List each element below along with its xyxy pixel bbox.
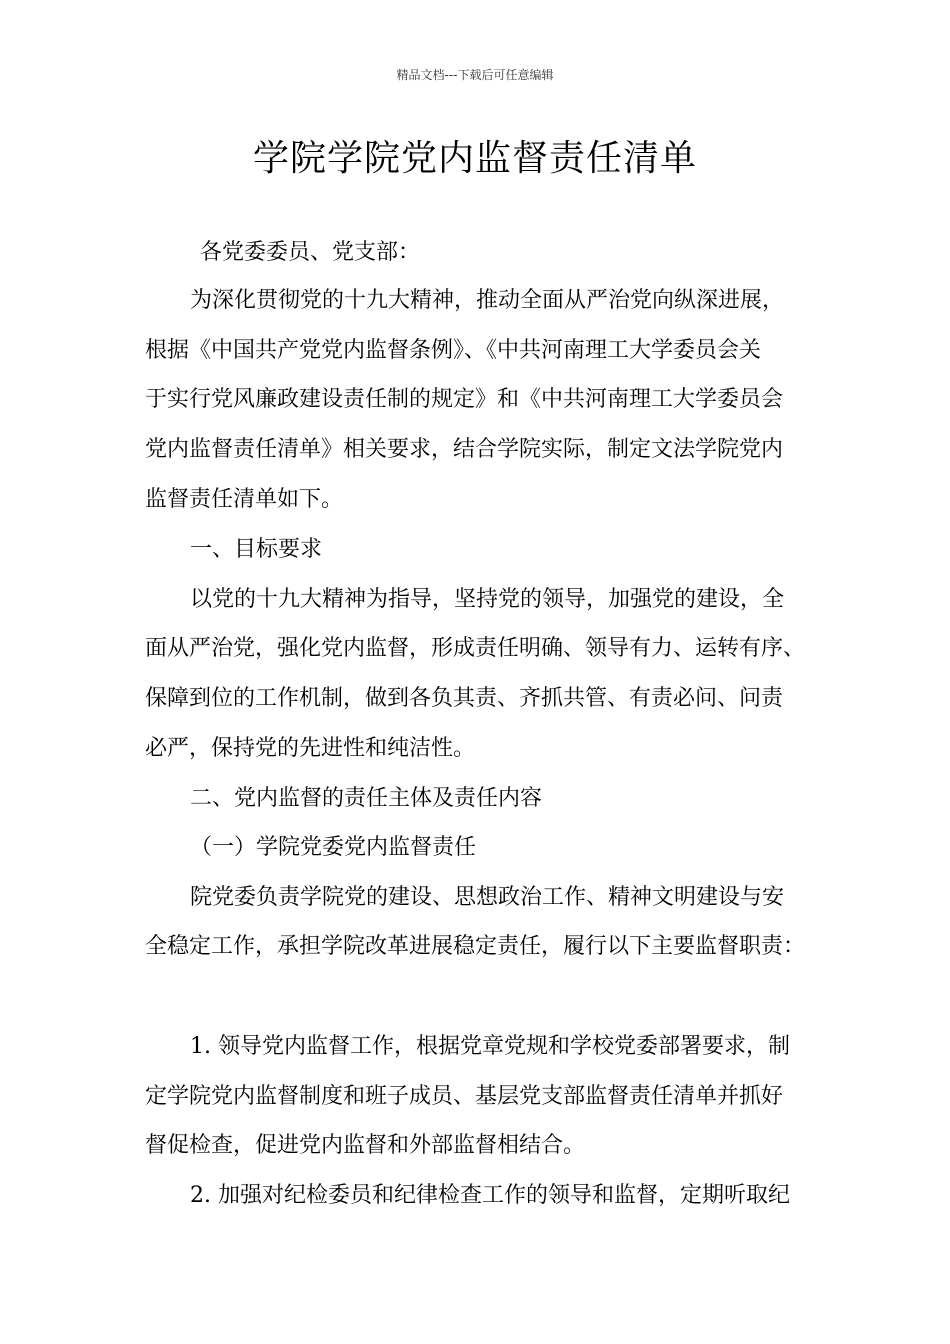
paragraph-line: 以党的十九大精神为指导，坚持党的领导，加强党的建设，全	[190, 587, 785, 612]
document-title: 学院学院党内监督责任清单	[252, 138, 697, 179]
paragraph-line: 监督责任清单如下。	[145, 487, 344, 512]
paragraph-line: 根据《中国共产党党内监督条例》、《中共河南理工大学委员会关	[145, 338, 762, 363]
paragraph-line: 保障到位的工作机制，做到各负其责、齐抓共管、有责必问、问责	[145, 686, 784, 711]
section-heading: 二、党内监督的责任主体及责任内容	[190, 786, 543, 811]
paragraph-line: 党内监督责任清单》相关要求，结合学院实际，制定文法学院党内	[145, 437, 784, 462]
section-heading: 一、目标要求	[190, 537, 323, 562]
header-note: 精品文档---下载后可任意编辑	[396, 68, 554, 82]
paragraph-line: 全稳定工作，承担学院改革进展稳定责任，履行以下主要监督职责：	[145, 934, 806, 959]
paragraph-line: 院党委负责学院党的建设、思想政治工作、精神文明建设与安	[190, 885, 785, 910]
paragraph-line: 为深化贯彻党的十九大精神，推动全面从严治党向纵深进展，	[190, 288, 785, 313]
list-item-line: 1. 领导党内监督工作，根据党章党规和学校党委部署要求，制	[190, 1034, 790, 1059]
paragraph-line: 必严，保持党的先进性和纯洁性。	[145, 736, 476, 761]
subsection-heading: （一）学院党委党内监督责任	[190, 835, 477, 860]
paragraph-line: 面从严治党，强化党内监督，形成责任明确、领导有力、运转有序、	[145, 636, 806, 661]
salutation-line: 各党委委员、党支部：	[200, 240, 421, 265]
list-item-line: 定学院党内监督制度和班子成员、基层党支部监督责任清单并抓好	[145, 1084, 784, 1109]
list-item-line: 督促检查，促进党内监督和外部监督相结合。	[145, 1133, 586, 1158]
paragraph-line: 于实行党风廉政建设责任制的规定》和《中共河南理工大学委员会	[145, 387, 784, 412]
list-item-line: 2. 加强对纪检委员和纪律检查工作的领导和监督，定期听取纪	[190, 1183, 790, 1208]
